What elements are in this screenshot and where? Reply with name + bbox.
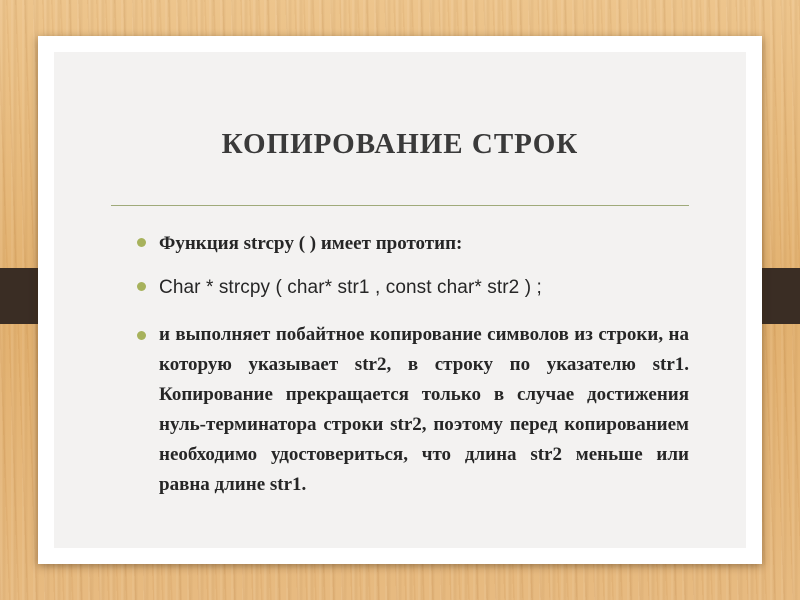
slide-frame bbox=[38, 36, 762, 564]
bullet-text: Char * strcpy ( char* str1 , const char* str2 ) ; bbox=[159, 277, 542, 298]
bullet-dot-icon bbox=[137, 238, 146, 247]
bullet-dot-icon bbox=[137, 282, 146, 291]
bullet-text: и выполняет побайтное копирование символов из строки, на которую указывает str2, в строку по указателю str1. Копирование прекращается только в случае достижения нуль-терминатора строки str2, поэтому перед копированием необходимо удостовериться, что длина str2 меньше или равна длине str1. bbox=[159, 324, 689, 495]
bullet-item bbox=[137, 320, 689, 500]
bullet-text: Функция strcpy ( ) имеет прототип: bbox=[159, 233, 463, 254]
bullet-dot-icon bbox=[137, 331, 146, 340]
title-divider bbox=[111, 205, 689, 206]
bullet-item bbox=[137, 276, 689, 300]
slide-title: КОПИРОВАНИЕ СТРОК bbox=[221, 128, 579, 160]
bullet-list bbox=[137, 232, 689, 500]
bullet-item bbox=[137, 232, 689, 256]
